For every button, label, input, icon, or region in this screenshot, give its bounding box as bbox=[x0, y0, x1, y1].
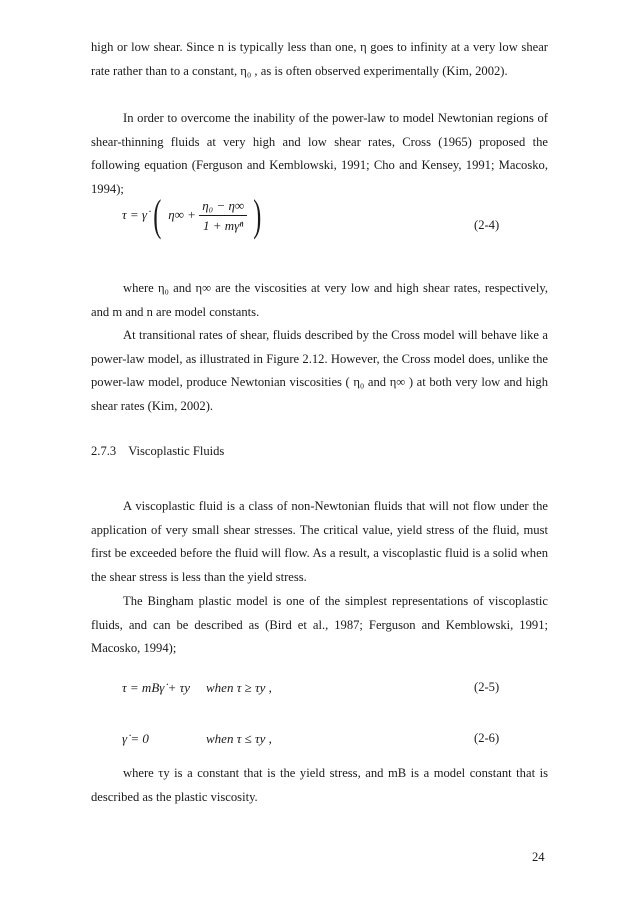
section-title: Viscoplastic Fluids bbox=[128, 444, 225, 458]
section-heading bbox=[91, 444, 224, 459]
paragraph-cross-model-intro: In order to overcome the inability of the power-law to model Newtonian regions of shear-thinning fluids at very high and low shear rates, Cross (1965) proposed the following equation (Ferguson and Kemblowski, 1991; Cho and Kensey, 1991; Macosko, 1994); bbox=[91, 111, 548, 197]
paragraph-viscosity-definitions: where η₀ and η∞ are the viscosities at very low and high shear rates, respectively, and m and n are model constants. bbox=[91, 281, 548, 319]
eq-2-4-fraction bbox=[199, 198, 247, 234]
equation-number-2-4: (2-4) bbox=[474, 218, 500, 232]
eq-2-5-condition: when τ ≥ τy , bbox=[206, 680, 272, 695]
eq-2-4-lhs: τ = γ̇ bbox=[122, 206, 148, 222]
equation-2-5 bbox=[122, 680, 272, 696]
equation-2-4 bbox=[122, 191, 265, 240]
paragraph-power-law-limitation: high or low shear. Since n is typically less than one, η goes to infinity at a very low shear rate rather than to a constant, η₀ , as is often observed experimentally (Kim, 2002). bbox=[91, 40, 548, 78]
eq-2-5-expr: τ = mBγ̇ + τy bbox=[122, 680, 191, 695]
equation-number-2-6: (2-6) bbox=[474, 731, 500, 745]
section-number: 2.7.3 bbox=[91, 444, 117, 458]
paragraph-bingham-model: The Bingham plastic model is one of the simplest representations of viscoplastic fluids, and can be described as (Bird et al., 1987; Ferguson and Kemblowski, 1991; Macosko, 1994); bbox=[91, 594, 548, 656]
paragraph-transitional-rates: At transitional rates of shear, fluids described by the Cross model will behave like a power-law model, as illustrated in Figure 2.12. However, the Cross model does, unlike the power-law model, produce Newtonian viscosities ( η₀ and η∞ ) at both very low and high shear rates (Kim, 2002). bbox=[91, 328, 548, 414]
paragraph-yield-stress: where τy is a constant that is the yield stress, and mB is a model constant that is described as the plastic viscosity. bbox=[91, 766, 548, 804]
paragraph-viscoplastic-definition: A viscoplastic fluid is a class of non-Newtonian fluids that will not flow under the application of very small shear stresses. The critical value, yield stress of the fluid, must first be exceeded before the fluid will flow. As a result, a viscoplastic fluid is a solid when the shear stress is less than the yield stress. bbox=[91, 499, 548, 585]
eq-2-4-numerator: η₀ − η∞ bbox=[199, 198, 247, 216]
right-paren: ) bbox=[253, 191, 262, 240]
equation-number-2-5: (2-5) bbox=[474, 680, 500, 694]
left-paren: ( bbox=[153, 191, 162, 240]
eq-2-6-expr: γ̇ = 0 bbox=[122, 731, 149, 746]
eq-2-4-denominator: 1 + mγ̇ⁿ bbox=[203, 218, 244, 233]
page-number: 24 bbox=[532, 850, 545, 864]
equation-2-6 bbox=[122, 731, 272, 747]
eq-2-4-eta-inf: η∞ + bbox=[168, 206, 196, 222]
eq-2-6-condition: when τ ≤ τy , bbox=[206, 731, 272, 746]
